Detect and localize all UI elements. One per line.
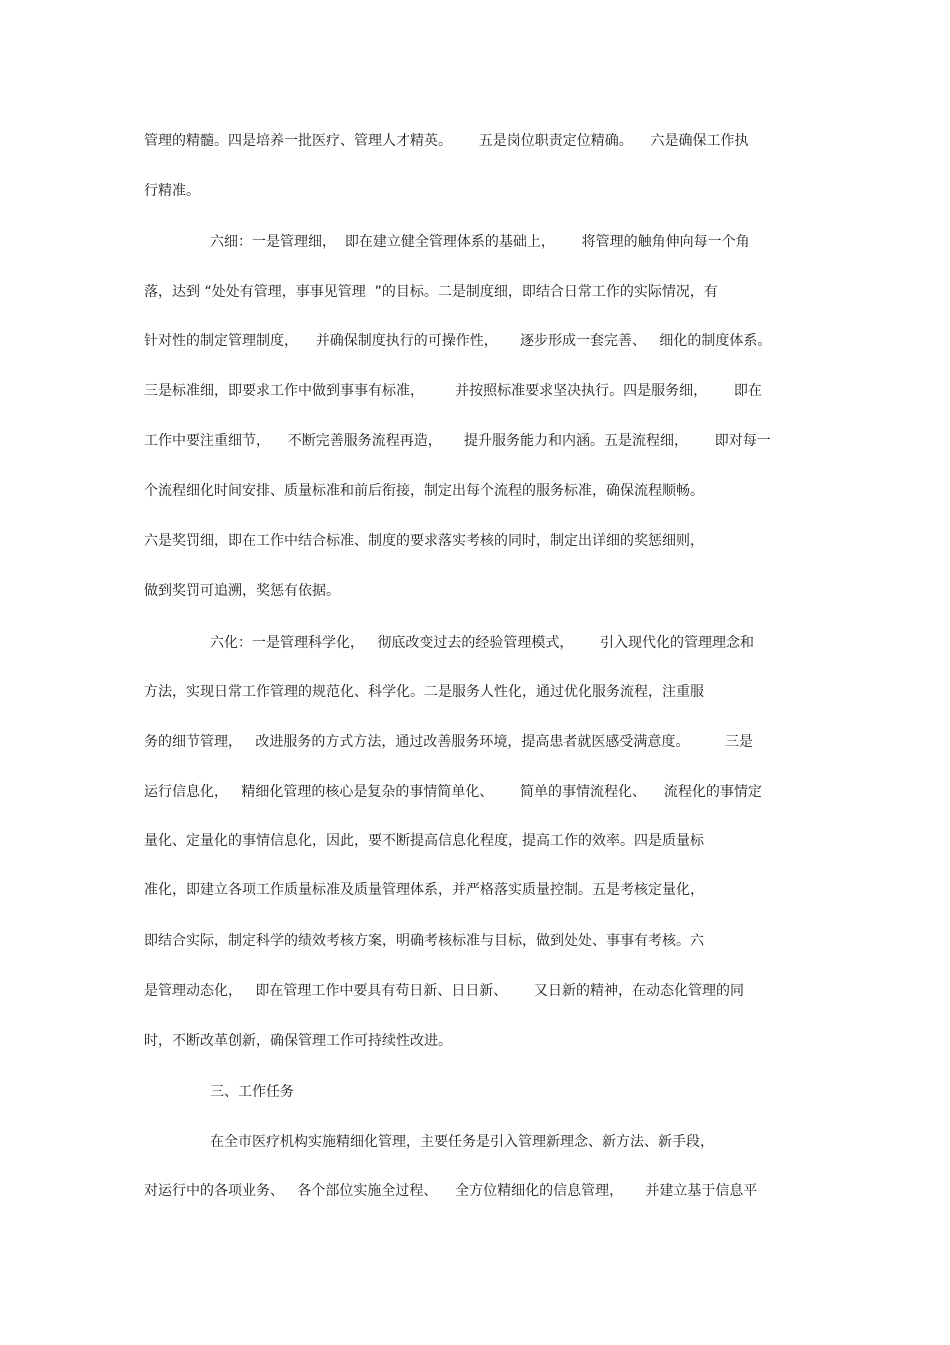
text-line: 落，达到 “处处有管理，事事见管理 ”的目标。二是制度细，即结合日常工作的实际情况，有 <box>144 284 718 300</box>
text-line: 是管理动态化， 即在管理工作中要具有苟日新、日日新、 又日新的精神，在动态化管理的同 <box>144 983 745 999</box>
text-line: 方法，实现日常工作管理的规范化、科学化。二是服务人性化，通过优化服务流程，注重服 <box>144 684 704 700</box>
text-line: 时，不断改革创新，确保管理工作可持续性改进。 <box>144 1033 452 1049</box>
text-line: 做到奖罚可追溯，奖惩有依据。 <box>144 583 340 599</box>
text-line: 对运行中的各项业务、 各个部位实施全过程、 全方位精细化的信息管理， 并建立基于信息平 <box>144 1183 758 1199</box>
text-line: 务的细节管理， 改进服务的方式方法，通过改善服务环境，提高患者就医感受满意度。 三是 <box>144 734 753 750</box>
paragraph-first-line: 六细：一是管理细， 即在建立健全管理体系的基础上， 将管理的触角伸向每一个角 <box>210 234 750 250</box>
text-line: 即结合实际，制定科学的绩效考核方案，明确考核标准与目标，做到处处、事事有考核。六 <box>144 933 704 949</box>
text-line: 三是标准细，即要求工作中做到事事有标准， 并按照标准要求坚决执行。四是服务细， 即在 <box>144 383 762 399</box>
text-line: 准化，即建立各项工作质量标准及质量管理体系，并严格落实质量控制。五是考核定量化， <box>144 882 704 898</box>
text-line: 管理的精髓。四是培养一批医疗、管理人才精英。 五是岗位职责定位精确。 六是确保工作执 <box>144 133 749 149</box>
text-line: 个流程细化时间安排、质量标准和前后衔接，制定出每个流程的服务标准，确保流程顺畅。 <box>144 483 704 499</box>
section-heading: 三、工作任务 <box>210 1084 294 1100</box>
text-line: 行精准。 <box>144 183 200 199</box>
text-line: 工作中要注重细节， 不断完善服务流程再造， 提升服务能力和内涵。五是流程细， 即对每一 <box>144 433 771 449</box>
text-line: 运行信息化， 精细化管理的核心是复杂的事情简单化、 简单的事情流程化、 流程化的事情定 <box>144 784 762 800</box>
text-line: 六是奖罚细，即在工作中结合标准、制度的要求落实考核的同时，制定出详细的奖惩细则， <box>144 533 704 549</box>
text-line: 针对性的制定管理制度， 并确保制度执行的可操作性， 逐步形成一套完善、 细化的制度体系。 <box>144 333 772 349</box>
paragraph-first-line: 六化：一是管理科学化， 彻底改变过去的经验管理模式， 引入现代化的管理理念和 <box>210 635 755 651</box>
paragraph-first-line: 在全市医疗机构实施精细化管理，主要任务是引入管理新理念、新方法、新手段， <box>210 1134 714 1150</box>
text-line: 量化、定量化的事情信息化，因此，要不断提高信息化程度，提高工作的效率。四是质量标 <box>144 833 704 849</box>
